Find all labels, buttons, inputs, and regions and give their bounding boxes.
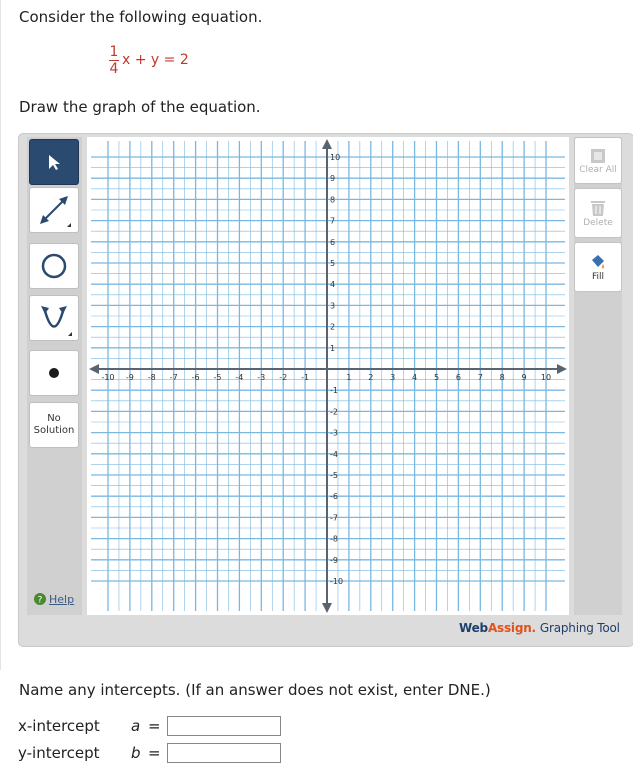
y-tick-label: 2 — [330, 322, 336, 332]
x-tick-label: 5 — [433, 373, 440, 382]
y-intercept-equals: = — [148, 744, 161, 762]
help-label: Help — [49, 592, 75, 606]
x-tick-label: -10 — [101, 373, 115, 382]
point-tool-button[interactable] — [29, 350, 79, 396]
y-tick-label: 5 — [330, 259, 336, 268]
circle-tool-button[interactable] — [29, 243, 79, 289]
x-tick-label: -6 — [191, 373, 200, 382]
help-link[interactable] — [33, 592, 74, 606]
fill-button[interactable] — [574, 242, 622, 292]
x-tick-label: -7 — [169, 373, 178, 382]
pointer-tool-button[interactable] — [29, 139, 79, 185]
equation-rest: x + y = 2 — [122, 52, 189, 68]
point-tool-icon — [44, 363, 64, 383]
y-tick-label: -6 — [330, 492, 338, 502]
delete-label: Delete — [583, 218, 613, 228]
trash-icon — [589, 198, 607, 218]
x-intercept-label: x-intercept — [18, 717, 100, 735]
equation-fraction — [108, 44, 120, 77]
x-tick-label: -4 — [235, 373, 244, 382]
x-tick-label: 3 — [390, 373, 396, 382]
y-tick-label: -1 — [330, 386, 338, 396]
help-icon — [33, 592, 47, 606]
x-intercept-equals: = — [148, 717, 161, 735]
y-tick-label: -4 — [330, 449, 338, 459]
x-tick-label: 1 — [346, 373, 352, 382]
y-tick-label: -2 — [330, 407, 338, 417]
x-tick-label: 7 — [477, 373, 483, 382]
y-intercept-label: y-intercept — [18, 744, 100, 762]
pointer-icon — [44, 152, 64, 172]
x-tick-label: -2 — [279, 373, 288, 382]
x-tick-label: 6 — [455, 373, 461, 382]
y-tick-label: -8 — [330, 534, 338, 544]
line-tool-icon — [37, 193, 71, 227]
x-tick-label: -9 — [125, 373, 134, 382]
clear-all-label: Clear All — [579, 164, 617, 175]
y-tick-label: -5 — [330, 471, 338, 480]
x-tick-label: 9 — [521, 373, 527, 382]
x-tick-label: -1 — [301, 373, 310, 382]
y-intercept-var: b — [131, 744, 141, 762]
circle-tool-icon — [37, 249, 71, 283]
x-intercept-input[interactable] — [167, 716, 281, 736]
y-tick-label: 9 — [330, 174, 336, 184]
fraction-denominator: 4 — [109, 61, 119, 77]
y-tick-label: -9 — [330, 555, 338, 565]
brand-web: Web — [459, 621, 488, 635]
webassign-brand — [459, 621, 620, 635]
y-tick-label: 8 — [330, 195, 336, 205]
paint-bucket-icon — [588, 252, 608, 272]
no-solution-label-2: Solution — [33, 425, 75, 436]
fill-label: Fill — [591, 272, 605, 282]
y-tick-label: -7 — [330, 513, 338, 523]
brand-assign: Assign. — [487, 621, 536, 635]
x-tick-label: 10 — [540, 373, 552, 382]
y-tick-label: 3 — [330, 301, 336, 311]
x-tick-label: -3 — [257, 373, 266, 382]
y-tick-label: 7 — [330, 216, 336, 226]
no-solution-label-1: No — [47, 413, 61, 424]
y-tick-label: 10 — [330, 153, 341, 162]
x-tick-label: 2 — [368, 373, 374, 382]
x-tick-label: -5 — [213, 373, 222, 382]
x-intercept-var: a — [131, 717, 141, 735]
clear-all-button[interactable] — [574, 137, 622, 184]
fraction-numerator: 1 — [109, 44, 119, 60]
intercepts-prompt: Name any intercepts. (If an answer does not exist, enter DNE.) — [19, 681, 491, 699]
y-tick-label: -3 — [330, 428, 338, 438]
graph-instruction: Draw the graph of the equation. — [19, 98, 261, 116]
svg-text:?: ? — [37, 595, 43, 606]
question-prompt: Consider the following equation. — [19, 8, 263, 26]
no-solution-button[interactable] — [29, 402, 79, 448]
parabola-tool-button[interactable] — [29, 295, 79, 341]
y-tick-label: 4 — [330, 280, 336, 290]
delete-button[interactable] — [574, 188, 622, 238]
y-tick-label: 6 — [330, 237, 336, 247]
x-tick-label: 8 — [499, 373, 505, 382]
clear-all-icon — [589, 147, 607, 165]
brand-tool-name: Graphing Tool — [539, 621, 620, 635]
y-tick-label: -10 — [330, 577, 344, 586]
coordinate-grid[interactable] — [87, 137, 569, 615]
y-intercept-input[interactable] — [167, 743, 281, 763]
line-tool-button[interactable] — [29, 187, 79, 233]
y-tick-label: 1 — [330, 343, 336, 353]
x-tick-label: 4 — [412, 373, 418, 382]
parabola-tool-icon — [36, 300, 72, 336]
content-border — [0, 0, 1, 670]
x-tick-label: -8 — [147, 373, 156, 382]
